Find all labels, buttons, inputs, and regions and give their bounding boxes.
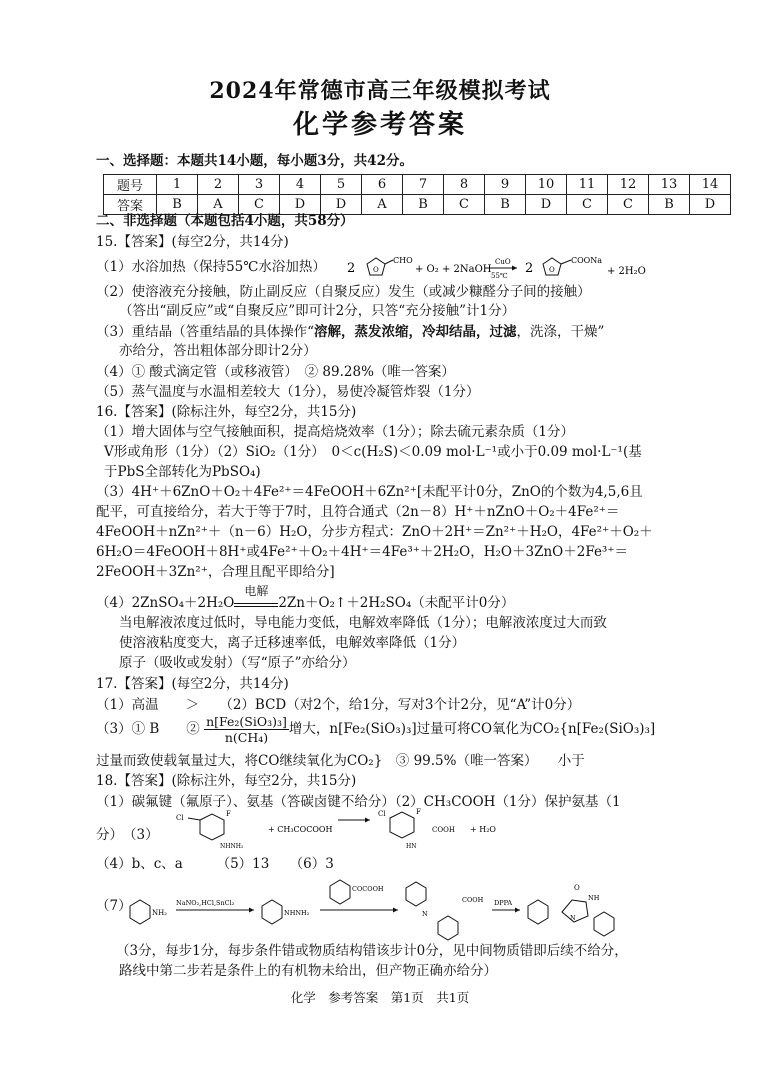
coefficient: 2 — [525, 261, 534, 276]
table-cell: 14 — [690, 175, 731, 195]
q17-part3-2: 过量而致使载氧量过大，将CO继续氧化为CO₂} ③ 99.5%（唯一答案） 小于 — [96, 753, 585, 769]
q17-heading: 17.【答案】(每空2分，共14分) — [96, 676, 289, 692]
table-cell: C — [608, 195, 649, 215]
svg-text:NH₂: NH₂ — [152, 909, 168, 917]
benzene-ring-icon — [130, 900, 150, 924]
table-cell: 9 — [485, 175, 526, 195]
table-cell: 3 — [239, 175, 280, 195]
svg-text:HN: HN — [406, 843, 417, 850]
coefficient: 2 — [347, 261, 356, 276]
q15-part4: （4）① 酸式滴定管（或移液管） ② 89.28%（唯一答案） — [96, 364, 455, 380]
table-cell: B — [403, 195, 444, 215]
section-heading-1: 一、选择题：本题共14小题，每小题3分，共42分。 — [96, 153, 413, 169]
table-cell: 8 — [444, 175, 485, 195]
table-cell: 1 — [157, 175, 198, 195]
q18-part7-note1: （3分，每步1分，每步条件错或物质结构错该步计0分，见中间物质错即后续不给分， — [116, 943, 628, 959]
benzene-ring-icon — [406, 882, 426, 906]
condition: 55℃ — [491, 272, 508, 280]
page-footer: 化学 参考答案 第1页 共1页 — [290, 990, 470, 1005]
q16-part1: （1）增大固体与空气接触面积，提高焙烧效率（1分）；除去硫元素杂质（1分） — [96, 424, 575, 440]
q15-part2-note: （答出“副反应”或“自聚反应”即可计2分，只答“充分接触”计1分） — [119, 303, 516, 319]
table-cell: C — [239, 195, 280, 215]
svg-text:O: O — [373, 266, 379, 274]
electrolysis-sign: 电解 — [234, 595, 278, 607]
q18-part3-equation — [170, 808, 530, 854]
table-cell: 6 — [362, 175, 403, 195]
table-cell: 2 — [198, 175, 239, 195]
condition: DPPA — [494, 899, 513, 907]
answer-table — [103, 174, 731, 215]
table-cell: C — [444, 195, 485, 215]
table-cell: D — [526, 195, 567, 215]
svg-text:Cl: Cl — [176, 814, 184, 822]
benzene-ring-icon — [390, 812, 414, 838]
q16-part3-4: 6H₂O＝4FeOOH＋8H⁺或4Fe²⁺＋O₂＋4H⁺＝4Fe³⁺＋2H₂O，H₂O＋3ZnO＋2Fe³⁺＝ — [96, 544, 628, 560]
svg-text:COOH: COOH — [432, 826, 455, 834]
svg-text:N: N — [570, 914, 576, 922]
q18-part1-2: 分） （3） — [96, 827, 159, 843]
exam-title: 2024年常德市高三年级模拟考试 — [209, 78, 551, 104]
table-cell: C — [567, 195, 608, 215]
reagent: + CH₃COCOOH — [268, 825, 333, 834]
benzene-ring-icon — [594, 912, 614, 936]
svg-text:NH: NH — [588, 894, 600, 902]
section-heading-2: 二、非选择题（本题包括4小题，共58分） — [96, 213, 354, 229]
q16-part4-3: 使溶液粘度变大，离子迁移速率低，电解效率降低（1分） — [119, 635, 466, 651]
benzene-ring-icon — [200, 814, 224, 840]
q18-part7-note2: 路线中第二步若是条件上的有机物未给出，但产物正确亦给分） — [119, 963, 497, 979]
q18-synthesis-route — [122, 872, 652, 942]
svg-text:F: F — [416, 808, 421, 816]
q17-part1: （1）高温 ＞ （2）BCD（对2个，给1分，写对3个计2分，见“A”计0分） — [96, 697, 581, 713]
table-header-cell: 题号 — [104, 175, 157, 195]
table-cell: 5 — [321, 175, 362, 195]
benzene-ring-icon — [330, 880, 350, 904]
q16-part4-4: 原子（吸收或发射）（写“原子”亦给分） — [119, 655, 356, 671]
q15-reaction-equation — [345, 250, 665, 284]
condition: NaNO₂,HCl,SnCl₂ — [176, 899, 235, 907]
q16-heading: 16.【答案】(除标注外，每空2分，共15分) — [96, 404, 357, 420]
table-cell: 11 — [567, 175, 608, 195]
table-cell: A — [198, 195, 239, 215]
products: + 2H₂O — [607, 266, 646, 277]
table-cell: 7 — [403, 175, 444, 195]
table-cell: 13 — [649, 175, 690, 195]
svg-text:NHNH₂: NHNH₂ — [284, 909, 310, 917]
table-cell: 10 — [526, 175, 567, 195]
table-cell: B — [649, 195, 690, 215]
svg-text:COOH: COOH — [462, 896, 484, 904]
table-cell: B — [157, 195, 198, 215]
q18-part1: （1）碳氟键（氟原子）、氨基（答碳卤键不给分）（2）CH₃COOH（1分）保护氨基（1 — [96, 794, 621, 810]
condition: CuO — [495, 258, 511, 266]
group-label: COONa — [571, 256, 603, 265]
q16-part3-3: 4FeOOH＋nZn²⁺＋（n－6）H₂O，分步方程式：ZnO＋2H⁺＝Zn²⁺＋H₂O，4Fe²⁺＋O₂＋ — [96, 524, 653, 540]
table-cell: 12 — [608, 175, 649, 195]
table-row — [104, 175, 731, 195]
q16-part4-2: 当电解液浓度过低时，导电能力变低，电解效率降低（1分）；电解液浓度过大而致 — [119, 615, 607, 631]
q15-heading: 15.【答案】(每空2分，共14分) — [96, 234, 289, 250]
benzene-ring-icon — [438, 916, 458, 940]
q15-part5: （5）蒸气温度与水温相差较大（1分），易使冷凝管炸裂（1分） — [96, 384, 480, 400]
q16-part3-5: 2FeOOH＋3Zn²⁺，合理且配平即给分] — [96, 564, 335, 580]
q18-heading: 18.【答案】(除标注外，每空2分，共15分) — [96, 773, 357, 789]
benzene-ring-icon — [262, 900, 282, 924]
doc-subtitle: 化学参考答案 — [292, 110, 467, 140]
table-cell: 4 — [280, 175, 321, 195]
q18-part7: （7） — [96, 898, 132, 914]
q16-part3-1: （3）4H⁺＋6ZnO＋O₂＋4Fe²⁺＝4FeOOH＋6Zn²⁺[未配平计0分，ZnO的个数为4,5,6且 — [96, 484, 643, 500]
reagents: + O₂ + 2NaOH — [415, 264, 492, 275]
table-cell: B — [485, 195, 526, 215]
q15-part1: （1）水浴加热（保持55℃水浴加热） — [96, 259, 326, 275]
q16-part1-2: V形或角形（1分）（2）SiO₂（1分） 0＜c(H₂S)＜0.09 mol·L⁻¹或小于0.09 mol·L⁻¹(基 — [104, 444, 642, 460]
svg-text:NHNH₂: NHNH₂ — [220, 843, 244, 850]
q16-part3-2: 配平，可直接给分，若大于等于7时，且符合通式（2n－8）H⁺＋nZnO＋O₂＋4Fe²⁺＝ — [96, 504, 620, 520]
q16-part4: （4）2ZnSO₄＋2H₂O 电解 2Zn＋O₂↑＋2H₂SO₄（未配平计0分） — [96, 584, 515, 611]
ratio-fraction: $\frac{\text{n[Fe₂(SiO₃)₃]}}{\text{n(CH₄)}}$ — [206, 714, 287, 745]
product: + H₂O — [470, 825, 496, 834]
svg-text:N: N — [422, 910, 428, 918]
svg-text:Cl: Cl — [378, 810, 386, 818]
q15-part3: （3）重结晶（答重结晶的具体操作“溶解，蒸发浓缩，冷却结晶，过滤，洗涤，干燥” — [96, 324, 605, 340]
table-cell: D — [280, 195, 321, 215]
q17-part3: （3）① B ② $\frac{\text{n[Fe₂(SiO₃)₃]}}{\text{n(CH₄)}}$ 增大，n[Fe₂(SiO₃)₃]过量可将CO氧化为CO₂{n[Fe₂(SiO₃)₃] — [96, 714, 656, 745]
svg-text:O: O — [549, 266, 555, 274]
table-cell: D — [321, 195, 362, 215]
q15-part3-note: 亦给分，答出粗体部分即计2分） — [119, 343, 317, 359]
q18-part4-6: （4）b、c、a （5）13 （6）3 — [96, 856, 334, 872]
svg-text:F: F — [226, 810, 231, 818]
benzene-ring-icon — [528, 900, 548, 924]
q16-part1-3: 于PbS全部转化为PbSO₄) — [104, 464, 261, 480]
group-label: CHO — [393, 256, 413, 265]
svg-text:O: O — [574, 884, 580, 892]
table-cell: D — [690, 195, 731, 215]
svg-text:COCOOH: COCOOH — [352, 885, 384, 893]
table-cell: A — [362, 195, 403, 215]
q15-part2: （2）使溶液充分接触，防止副反应（自聚反应）发生（或减少糠醛分子间的接触） — [96, 284, 591, 300]
table-header-cell: 答案 — [104, 195, 157, 215]
